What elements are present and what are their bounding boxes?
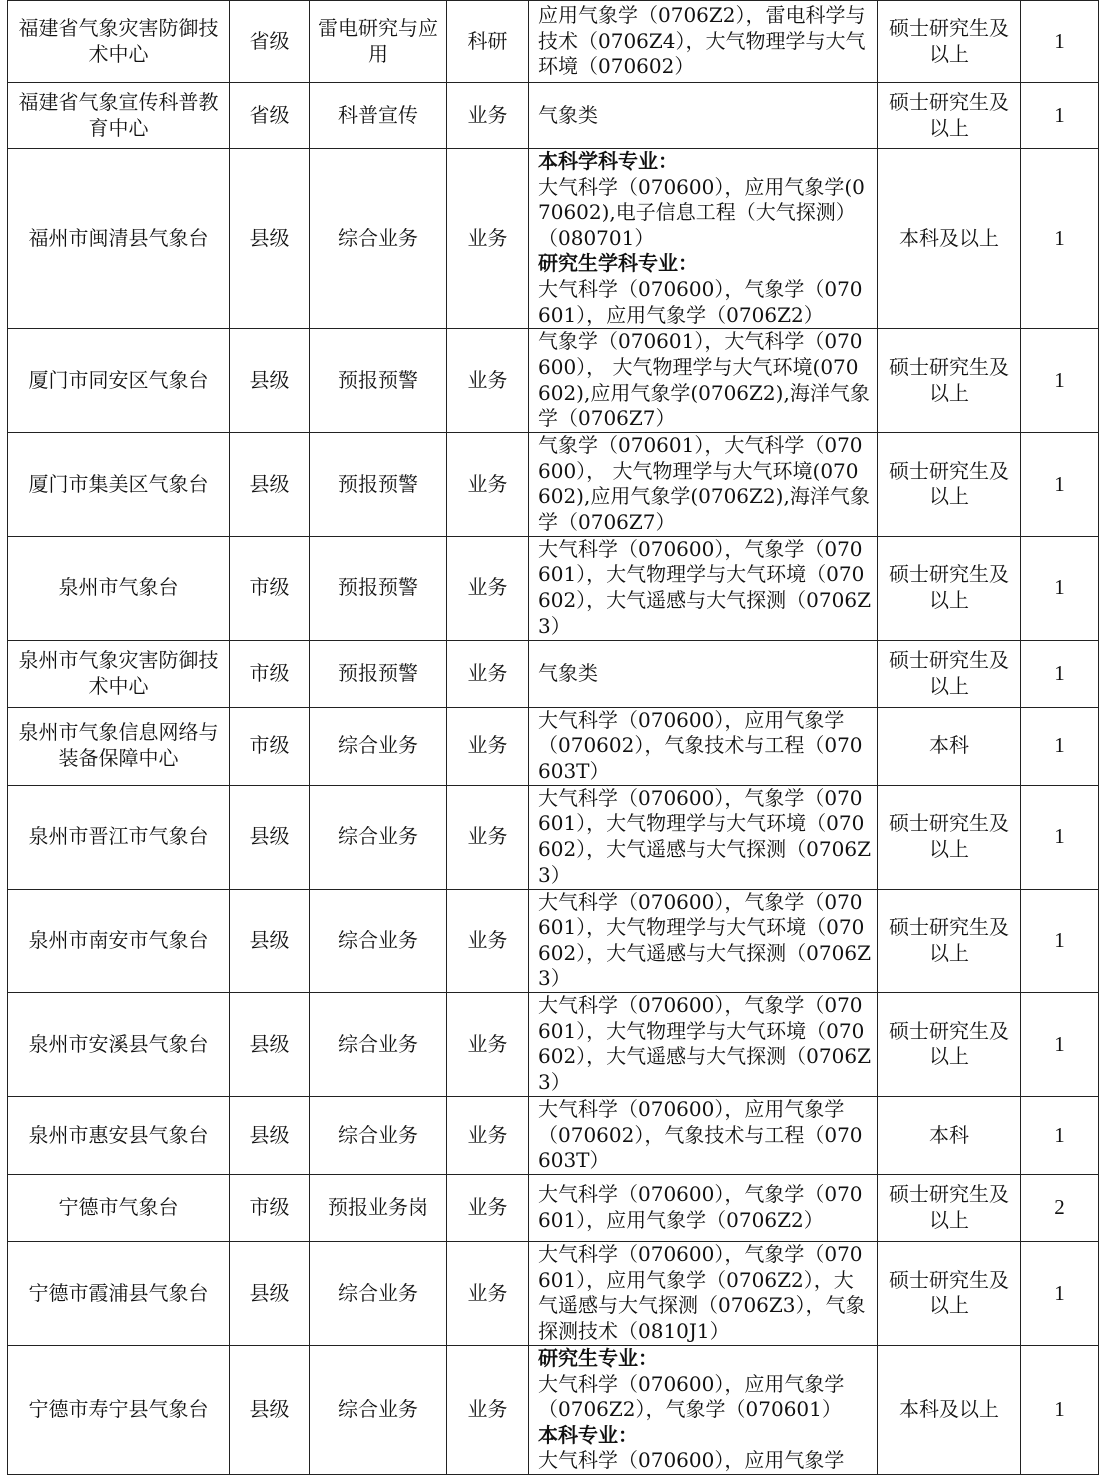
category-cell: 业务 [447,1096,529,1174]
level-cell: 县级 [230,329,310,433]
major-cell [529,149,878,329]
table-row [8,785,1099,889]
major-cell [529,640,878,707]
table-row [8,707,1099,785]
education-cell: 硕士研究生及以上 [878,889,1021,992]
unit-cell: 泉州市惠安县气象台 [8,1096,230,1174]
major-text: 气象学（070601），大气科学（070600）， 大气物理学与大气环境(070602),应用气象学(0706Z2),海洋气象学（0706Z7） [538,433,870,534]
unit-cell: 泉州市南安市气象台 [8,889,230,992]
major-cell [529,83,878,149]
post-cell: 综合业务 [310,785,447,889]
major-text: 大气科学（070600），气象学（070601），大气物理学与大气环境（070602），大气遥感与大气探测（0706Z3） [538,785,871,887]
major-text: 大气科学（070600），应用气象学 [538,1448,845,1473]
count-cell: 1 [1021,707,1099,785]
major-cell [529,1096,878,1174]
count-cell: 1 [1021,433,1099,536]
level-cell: 市级 [230,1174,310,1241]
table-row [8,1241,1099,1345]
level-cell: 县级 [230,1345,310,1474]
post-cell: 综合业务 [310,1096,447,1174]
post-cell: 综合业务 [310,992,447,1096]
major-text: 大气科学（070600），气象学（070601），应用气象学（0706Z2） [538,276,863,327]
unit-cell: 泉州市安溪县气象台 [8,992,230,1096]
count-cell: 1 [1021,329,1099,433]
category-cell: 业务 [447,329,529,433]
unit-cell: 泉州市气象台 [8,536,230,640]
post-cell: 综合业务 [310,707,447,785]
category-cell: 业务 [447,149,529,329]
major-section-heading: 本科学科专业： [538,149,678,173]
level-cell: 县级 [230,992,310,1096]
major-text: 气象类 [538,102,598,127]
major-cell [529,1174,878,1241]
recruitment-table [7,0,1099,1475]
major-text: 大气科学（070600），应用气象学（070602），气象技术与工程（070603T） [538,707,863,783]
level-cell: 市级 [230,707,310,785]
level-cell: 县级 [230,149,310,329]
table-row [8,1345,1099,1474]
count-cell: 2 [1021,1174,1099,1241]
education-cell: 硕士研究生及以上 [878,536,1021,640]
category-cell: 科研 [447,1,529,83]
unit-cell: 泉州市气象信息网络与装备保障中心 [8,707,230,785]
major-cell [529,992,878,1096]
level-cell: 市级 [230,640,310,707]
education-cell: 硕士研究生及以上 [878,785,1021,889]
education-cell: 硕士研究生及以上 [878,433,1021,536]
category-cell: 业务 [447,707,529,785]
level-cell: 省级 [230,83,310,149]
count-cell: 1 [1021,83,1099,149]
unit-cell: 福建省气象宣传科普教育中心 [8,83,230,149]
major-text: 大气科学（070600），应用气象学（070602），气象技术与工程（070603T） [538,1097,863,1173]
category-cell: 业务 [447,889,529,992]
major-text: 大气科学（070600），气象学（070601），应用气象学（0706Z2） [538,1182,863,1232]
count-cell: 1 [1021,1345,1099,1474]
education-cell: 硕士研究生及以上 [878,83,1021,149]
major-section-heading: 研究生学科专业： [538,251,698,276]
post-cell: 科普宣传 [310,83,447,149]
major-text: 大气科学（070600），气象学（070601），大气物理学与大气环境（070602），大气遥感与大气探测（0706Z3） [538,536,871,638]
education-cell: 硕士研究生及以上 [878,640,1021,707]
table-row [8,83,1099,149]
post-cell: 综合业务 [310,1241,447,1345]
table-row [8,329,1099,433]
level-cell: 市级 [230,536,310,640]
education-cell: 硕士研究生及以上 [878,1174,1021,1241]
count-cell: 1 [1021,1,1099,83]
table-body [8,1,1099,1475]
table-row [8,149,1099,329]
level-cell: 县级 [230,785,310,889]
count-cell: 1 [1021,992,1099,1096]
table-row [8,640,1099,707]
recruitment-table-page [7,0,1098,1475]
category-cell: 业务 [447,1241,529,1345]
post-cell: 预报预警 [310,433,447,536]
count-cell: 1 [1021,640,1099,707]
count-cell: 1 [1021,149,1099,329]
count-cell: 1 [1021,536,1099,640]
count-cell: 1 [1021,785,1099,889]
major-cell [529,433,878,536]
major-section-heading: 研究生专业： [538,1345,658,1370]
table-row [8,433,1099,536]
count-cell: 1 [1021,1241,1099,1345]
level-cell: 县级 [230,1241,310,1345]
major-cell [529,707,878,785]
major-text: 大气科学（070600），气象学（070601），大气物理学与大气环境（070602），大气遥感与大气探测（0706Z3） [538,993,871,1094]
category-cell: 业务 [447,992,529,1096]
unit-cell: 宁德市气象台 [8,1174,230,1241]
unit-cell: 厦门市同安区气象台 [8,329,230,433]
unit-cell: 宁德市寿宁县气象台 [8,1345,230,1474]
category-cell: 业务 [447,83,529,149]
level-cell: 省级 [230,1,310,83]
education-cell: 本科及以上 [878,149,1021,329]
major-cell [529,1345,878,1474]
major-cell [529,889,878,992]
education-cell: 本科 [878,707,1021,785]
major-text: 大气科学（070600），气象学（070601），大气物理学与大气环境（070602），大气遥感与大气探测（0706Z3） [538,889,871,991]
major-text: 大气科学（070600），应用气象学（0706Z2），气象学（070601） [538,1371,845,1422]
table-row [8,1,1099,83]
unit-cell: 福州市闽清县气象台 [8,149,230,329]
post-cell: 预报预警 [310,536,447,640]
category-cell: 业务 [447,785,529,889]
major-cell [529,329,878,433]
education-cell: 硕士研究生及以上 [878,1241,1021,1345]
education-cell: 本科 [878,1096,1021,1174]
unit-cell: 厦门市集美区气象台 [8,433,230,536]
post-cell: 预报业务岗 [310,1174,447,1241]
education-cell: 硕士研究生及以上 [878,329,1021,433]
unit-cell: 泉州市气象灾害防御技术中心 [8,640,230,707]
table-row [8,536,1099,640]
major-section-heading: 本科专业： [538,1422,638,1447]
major-cell [529,785,878,889]
category-cell: 业务 [447,433,529,536]
major-cell [529,1,878,83]
major-text: 应用气象学（0706Z2），雷电科学与技术（0706Z4），大气物理学与大气环境（070602） [538,3,866,79]
category-cell: 业务 [447,1345,529,1474]
post-cell: 综合业务 [310,149,447,329]
category-cell: 业务 [447,536,529,640]
post-cell: 综合业务 [310,1345,447,1474]
major-text: 大气科学（070600），应用气象学(070602),电子信息工程（大气探测）（080701） [538,174,865,250]
unit-cell: 泉州市晋江市气象台 [8,785,230,889]
level-cell: 县级 [230,433,310,536]
education-cell: 本科及以上 [878,1345,1021,1474]
category-cell: 业务 [447,1174,529,1241]
post-cell: 雷电研究与应用 [310,1,447,83]
education-cell: 硕士研究生及以上 [878,1,1021,83]
major-text: 大气科学（070600），气象学（070601），应用气象学（0706Z2），大气遥感与大气探测（0706Z3），气象探测技术（0810J1） [538,1242,866,1343]
major-cell [529,1241,878,1345]
unit-cell: 宁德市霞浦县气象台 [8,1241,230,1345]
post-cell: 预报预警 [310,640,447,707]
table-row [8,1174,1099,1241]
major-cell [529,536,878,640]
table-row [8,889,1099,992]
count-cell: 1 [1021,1096,1099,1174]
level-cell: 县级 [230,1096,310,1174]
category-cell: 业务 [447,640,529,707]
table-row [8,992,1099,1096]
major-text: 气象学（070601），大气科学（070600）， 大气物理学与大气环境(070602),应用气象学(0706Z2),海洋气象学（0706Z7） [538,329,870,431]
unit-cell: 福建省气象灾害防御技术中心 [8,1,230,83]
table-row [8,1096,1099,1174]
post-cell: 综合业务 [310,889,447,992]
education-cell: 硕士研究生及以上 [878,992,1021,1096]
post-cell: 预报预警 [310,329,447,433]
count-cell: 1 [1021,889,1099,992]
major-text: 气象类 [538,660,598,685]
level-cell: 县级 [230,889,310,992]
